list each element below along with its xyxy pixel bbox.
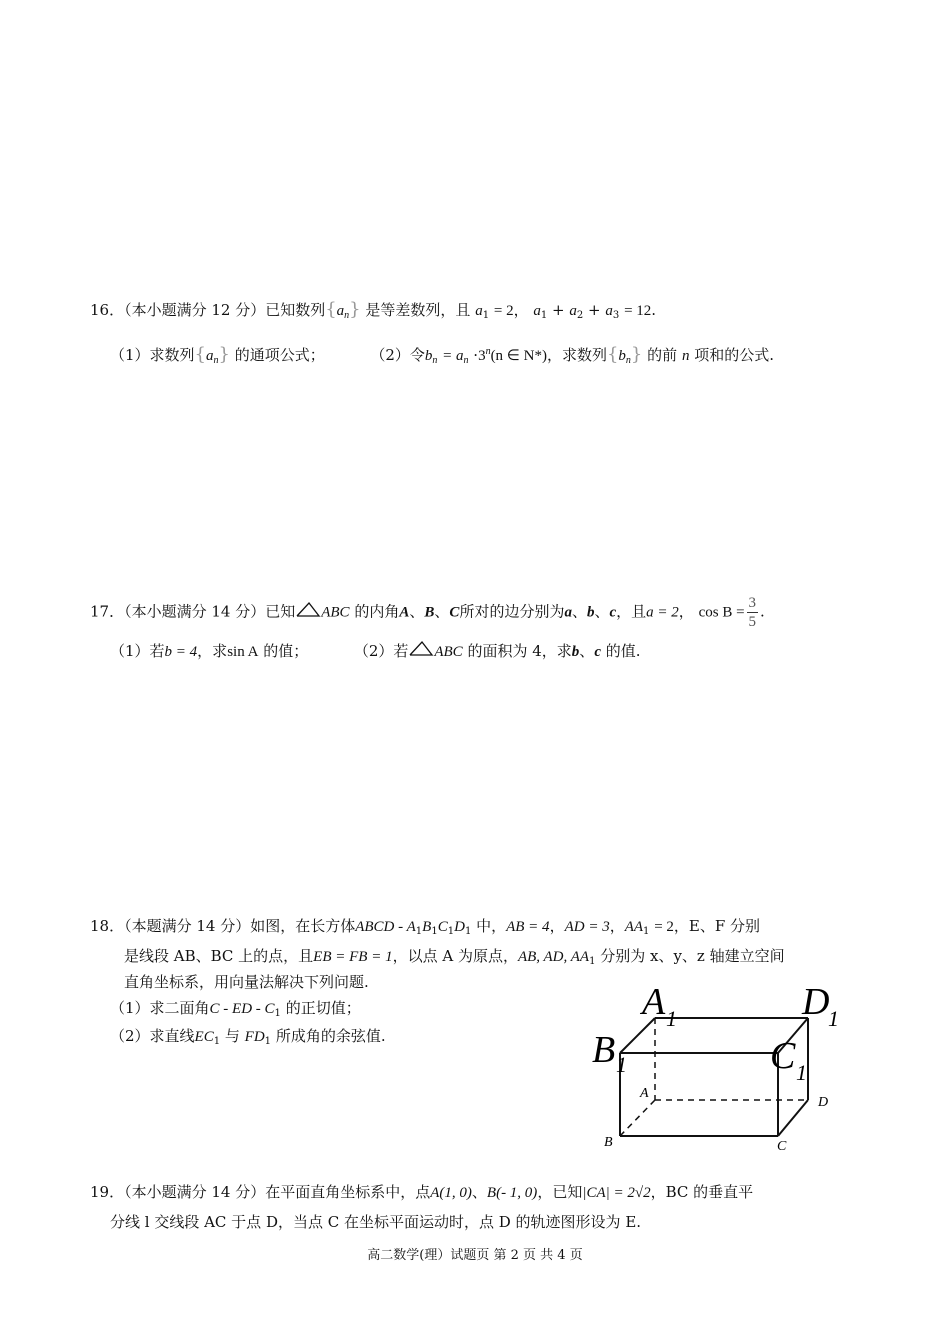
q18-part2: （2）求直线$EC_1$ 与 $FD_1$ 所成角的余弦值.: [110, 1027, 386, 1047]
fraction-3-5: $\frac{3}{5}$: [748, 595, 757, 630]
q17-line1: 17．（本小题满分 14 分）已知 ABC 的内角A、B、C所对的边分别为a、b、c，且a = 2， cos B = $\frac{3}{5}$ .: [90, 595, 765, 630]
label-D1: D: [802, 981, 830, 1023]
q17-line2: （1）若b = 4，求sin A 的值； （2）若 ABC 的面积为 4，求b、c 的值.: [110, 642, 641, 660]
q19-line2: 分线 l 交线段 AC 于点 D，当点 C 在坐标平面运动时，点 D 的轨迹图形设为 E.: [110, 1213, 642, 1231]
q18-part1: （1）求二面角C - ED - $C_1$ 的正切值；: [110, 999, 361, 1019]
q16-line1: 16．（本小题满分 12 分）已知数列$\{a_n\}$ 是等差数列，且 $a_1 = 2$， $a_1 + a_2 + a_3 = 12$.: [90, 299, 657, 321]
label-D: D: [818, 1095, 829, 1110]
label-C1: C: [770, 1035, 796, 1077]
triangle-icon: [295, 603, 321, 621]
q19-line1: 19．（本小题满分 14 分）在平面直角坐标系中，点A(1, 0)、B(- 1, 0)，已知|CA| = 2√2，BC 的垂直平: [90, 1183, 754, 1201]
page-footer: 高二数学(理）试题页 第 2 页 共 4 页: [367, 1248, 583, 1263]
label-C: C: [777, 1139, 787, 1154]
label-B1-sub: 1: [616, 1052, 627, 1077]
label-B: B: [604, 1135, 613, 1150]
label-D1-sub: 1: [828, 1006, 839, 1031]
label-A1: A: [642, 981, 666, 1023]
q18-line3: 直角坐标系，用向量法解决下列问题.: [124, 973, 369, 991]
label-B1: B: [592, 1029, 616, 1071]
q18-line2: 是线段 AB、BC 上的点，且EB = FB = 1，以点 A 为原点，AB, AD, $AA_1$ 分别为 x、y、z 轴建立空间: [124, 947, 785, 967]
label-A1-sub: 1: [666, 1006, 677, 1031]
label-A: A: [640, 1086, 649, 1101]
label-C1-sub: 1: [796, 1060, 807, 1085]
q16-line2: （1）求数列$\{a_n\}$ 的通项公式； （2）令$b_n = a_n \cdot 3^n(n$ ∈ N*)，求数列$\{b_n\}$ 的前 n 项和的公式.: [110, 344, 775, 366]
triangle-icon: [408, 642, 434, 660]
cuboid-figure: [590, 980, 850, 1155]
q18-line1: 18．（本题满分 14 分）如图，在长方体ABCD - $A_1B_1C_1D_1$ 中，AB = 4，AD = 3，$AA_1 = 2$，E、F 分别: [90, 917, 761, 937]
